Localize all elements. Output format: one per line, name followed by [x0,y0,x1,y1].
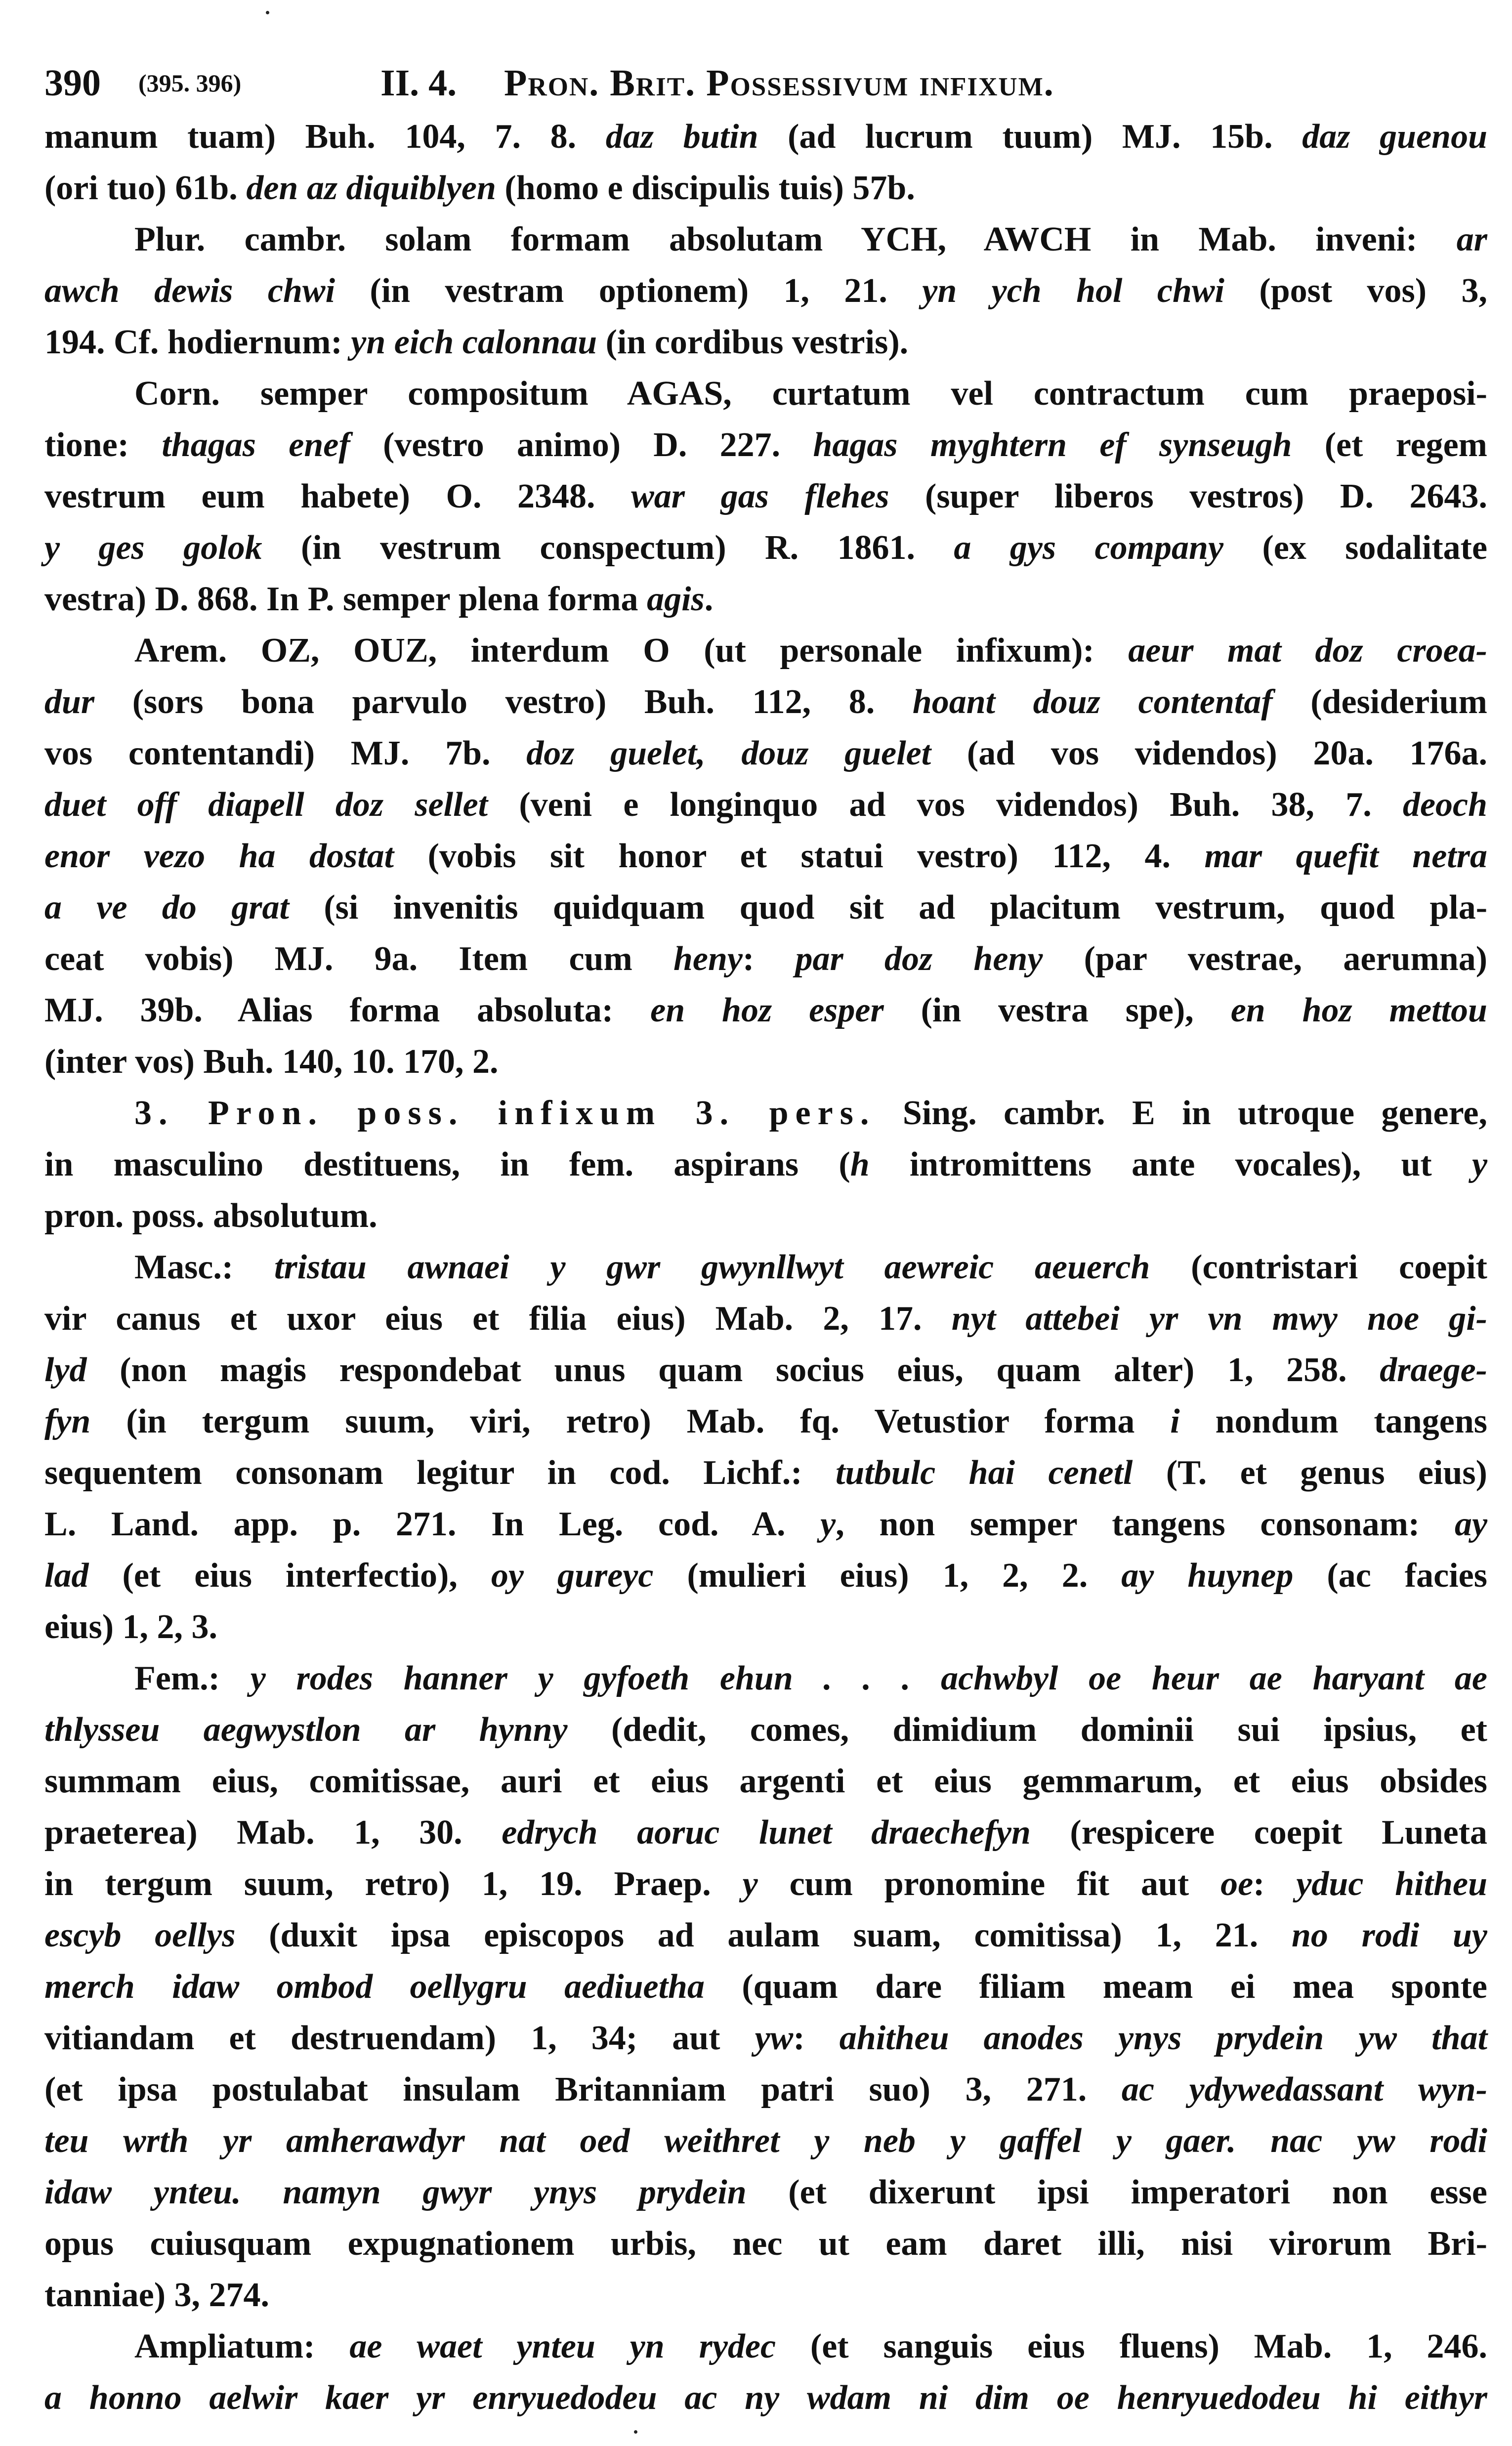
latin-text: (et dixerunt ipsi imperatori non esse [746,2173,1487,2211]
italic-welsh-text: deoch [1402,786,1488,824]
italic-welsh-text: lyd [44,1351,87,1389]
italic-welsh-text: war gas flehes [631,477,889,515]
latin-text: (homo e discipulis tuis) 57b. [496,169,915,207]
italic-welsh-text: hagas myghtern ef synseugh [813,426,1292,464]
italic-welsh-text: nyt attebei yr vn mwy noe gi- [951,1300,1487,1338]
italic-welsh-text: edrych aoruc lunet draechefyn [502,1813,1031,1852]
italic-welsh-text: daz guenou [1302,118,1487,156]
text-line [134,2321,1487,2372]
italic-welsh-text: den az diquiblyen [246,169,496,207]
italic-welsh-text: tristau awnaei y gwr gwynllwyt aewreic aeuerch [274,1248,1150,1286]
italic-welsh-text: oe [1220,1865,1254,1903]
text-line [44,933,1487,985]
scan-speck [266,11,269,14]
italic-welsh-text: dur [44,683,95,721]
latin-text: (et regem [1292,426,1487,464]
running-title: Pron. Brit. Possessivum infixum. [504,62,1054,104]
latin-text: (et ipsa postulabat insulam Britanniam patri suo) 3, 271. [44,2070,1122,2109]
latin-text: opus cuiusquam expugnationem urbis, nec ut eam daret illi, nisi virorum Bri- [44,2225,1487,2263]
latin-text: vos contentandi) MJ. 7b. [44,734,527,772]
latin-text: (vobis sit honor et statui vestro) 112, 4. [394,837,1205,875]
italic-welsh-text: par doz heny [795,940,1043,978]
latin-text: (inter vos) Buh. 140, 10. 170, 2. [44,1043,499,1081]
italic-welsh-text: a ve do grat [44,888,289,927]
latin-text: : [793,2019,840,2057]
latin-text: 194. Cf. hodiernum: [44,323,351,361]
text-line [134,368,1487,420]
italic-welsh-text: no rodi uy [1291,1916,1487,1954]
text-line [44,420,1487,471]
italic-welsh-text: awch dewis chwi [44,272,336,310]
latin-text: (contristari coepit [1150,1248,1487,1286]
text-line [44,1293,1487,1345]
latin-text: in tergum suum, retro) 1, 19. Praep. [44,1865,743,1903]
latin-text: nondum tangens [1179,1402,1488,1440]
latin-text: praeterea) Mab. 1, 30. [44,1813,502,1852]
latin-text: (desiderium [1272,683,1487,721]
italic-welsh-text: lad [44,1557,89,1595]
text-line [134,625,1487,676]
latin-text: (vestro animo) D. 227. [350,426,813,464]
text-line [44,265,1487,317]
text-line [44,2064,1487,2115]
latin-text: (par vestrae, aerumna) [1043,940,1488,978]
latin-text: . [704,580,714,618]
latin-text: (non magis respondebat unus quam socius eius, quam alter) 1, 258. [86,1351,1380,1389]
latin-text: sequentem consonam legitur in cod. Lichf.: [44,1454,836,1492]
latin-text: L. Land. app. p. 271. In Leg. cod. A. [44,1505,821,1543]
italic-welsh-text: agis [647,580,705,618]
italic-welsh-text: yw [755,2019,794,2057]
latin-text: (in vestra spe), [883,991,1231,1029]
italic-welsh-text: a gys company [954,529,1224,567]
text-line [44,831,1487,882]
latin-text: eius) 1, 2, 3. [44,1608,217,1646]
text-line [44,882,1487,933]
latin-text: (in vestram optionem) 1, 21. [335,272,923,310]
text-line [44,985,1487,1036]
text-line [44,1447,1487,1499]
latin-text: vestra) D. 868. In P. semper plena forma [44,580,647,618]
page-number: 390 [44,62,101,104]
italic-welsh-text: yn eich calonnau [351,323,597,361]
latin-text: : [742,940,796,978]
italic-welsh-text: daz butin [605,118,758,156]
text-line [44,2218,1487,2270]
italic-welsh-text: ac ydywedassant wyn- [1121,2070,1488,2109]
latin-text: vir canus et uxor eius et filia eius) Mab. 2, 17. [44,1300,952,1338]
latin-text: (in cordibus vestris). [597,323,909,361]
text-line [134,1653,1487,1704]
latin-text: summam eius, comitissae, auri et eius argenti et eius gemmarum, et eius obsides [44,1762,1487,1800]
italic-welsh-text: i [1170,1402,1180,1440]
latin-text: (ad lucrum tuum) MJ. 15b. [758,118,1302,156]
latin-text: (in tergum suum, viri, retro) Mab. fq. Vetustior forma [90,1402,1171,1440]
text-line [44,163,1487,214]
text-line [44,1704,1487,1756]
latin-text: (veni e longinquo ad vos videndos) Buh. 38, 7. [488,786,1403,824]
latin-text: (respicere coepit Luneta [1030,1813,1488,1852]
italic-welsh-text: duet off diapell doz sellet [44,786,488,824]
latin-text: Sing. cambr. E in utroque genere, [876,1094,1487,1132]
latin-text: tanniae) 3, 274. [44,2276,269,2314]
italic-welsh-text: thlysseu aegwystlon ar hynny [44,1711,568,1749]
italic-welsh-text: idaw ynteu. namyn gwyr ynys prydein [44,2173,747,2211]
text-line [44,1190,1487,1242]
italic-welsh-text: en hoz esper [650,991,884,1029]
latin-text: Fem.: [134,1659,251,1697]
text-line [134,1088,1487,1139]
latin-text: Masc.: [134,1248,274,1286]
text-line [44,1396,1487,1447]
latin-text: (ad vos videndos) 20a. 176a. [931,734,1488,772]
italic-welsh-text: oy gureyc [491,1557,654,1595]
latin-text: vestrum eum habete) O. 2348. [44,477,631,515]
text-line [44,779,1487,831]
italic-welsh-text: yn ych hol chwi [922,272,1225,310]
italic-welsh-text: heny [673,940,743,978]
text-line [44,2115,1487,2167]
text-line [44,1499,1487,1550]
italic-welsh-text: a honno aelwir kaer yr enryuedodeu ac ny wdam ni dim oe henryuedodeu hi eithyr [44,2379,1487,2417]
latin-text: in masculino destituens, in fem. aspirans ( [44,1145,850,1183]
italic-welsh-text: escyb oellys [44,1916,236,1954]
scan-speck [634,2430,637,2434]
section-reference: (395. 396) [138,69,242,97]
latin-text: : [1253,1865,1297,1903]
italic-welsh-text: y [820,1505,836,1543]
spaced-heading-text: 3. Pron. poss. infixum 3. pers. [134,1094,876,1132]
italic-welsh-text: ahitheu anodes ynys prydein yw that [839,2019,1488,2057]
latin-text: Corn. semper compositum AGAS, curtatum vel contractum cum praeposi- [134,375,1487,413]
italic-welsh-text: hoant douz contentaf [912,683,1273,721]
latin-text: cum pronomine fit aut [757,1865,1221,1903]
latin-text: intromittens ante vocales), ut [869,1145,1472,1183]
latin-text: (quam dare filiam meam ei mea sponte [704,1968,1487,2006]
italic-welsh-text: thagas enef [162,426,350,464]
text-line [134,1242,1487,1293]
text-line [44,1858,1487,1910]
text-line [44,1550,1487,1602]
text-line [44,2372,1487,2424]
italic-welsh-text: yduc hitheu [1296,1865,1487,1903]
latin-text: (ori tuo) 61b. [44,169,247,207]
italic-welsh-text: y ges golok [44,529,262,567]
latin-text: (et sanguis eius fluens) Mab. 1, 246. [776,2327,1487,2365]
latin-text: (si invenitis quidquam quod sit ad placitum vestrum, quod pla- [289,888,1488,927]
latin-text: (ac facies [1293,1557,1487,1595]
italic-welsh-text: merch idaw ombod oellygru aediuetha [44,1968,705,2006]
latin-text: Plur. cambr. solam formam absolutam YCH, AWCH in Mab. inveni: [134,220,1457,258]
latin-text: (super liberos vestros) D. 2643. [889,477,1487,515]
latin-text: vitiandam et destruendam) 1, 34; aut [44,2019,755,2057]
latin-text: Arem. OZ, OUZ, interdum O (ut personale infixum): [134,632,1129,670]
latin-text: tione: [44,426,162,464]
text-line [44,1961,1487,2013]
text-line [44,2167,1487,2218]
latin-text: (et eius interfectio), [88,1557,491,1595]
text-line [44,1910,1487,1961]
latin-text: MJ. 39b. Alias forma absoluta: [44,991,651,1029]
latin-text: manum tuam) Buh. 104, 7. 8. [44,118,606,156]
latin-text: (sors bona parvulo vestro) Buh. 112, 8. [94,683,913,721]
latin-text: (duxit ipsa episcopos ad aulam suam, comitissa) 1, 21. [235,1916,1292,1954]
italic-welsh-text: y rodes hanner y gyfoeth ehun . . . achwbyl oe heur ae haryant ae [250,1659,1487,1697]
text-line [44,522,1487,574]
italic-welsh-text: tutbulc hai cenetl [835,1454,1133,1492]
latin-text: (post vos) 3, [1224,272,1487,310]
latin-text: Ampliatum: [134,2327,350,2365]
latin-text: , non semper tangens consonam: [836,1505,1455,1543]
italic-welsh-text: ay huynep [1121,1557,1294,1595]
italic-welsh-text: y [1471,1145,1488,1183]
text-line [44,574,1487,625]
italic-welsh-text: teu wrth yr amherawdyr nat oed weithret y neb y gaffel y gaer. nac yw rodi [44,2122,1487,2160]
text-line [44,317,1487,368]
italic-welsh-text: y [742,1865,758,1903]
text-line [44,2270,1487,2321]
text-line [44,1807,1487,1858]
latin-text: ceat vobis) MJ. 9a. Item cum [44,940,673,978]
section-number: II. 4. [380,62,457,104]
italic-welsh-text: mar quefit netra [1204,837,1487,875]
text-line [134,214,1487,265]
text-line [44,1602,1487,1653]
italic-welsh-text: ar [1456,220,1487,258]
italic-welsh-text: fyn [44,1402,91,1440]
italic-welsh-text: ae waet ynteu yn rydec [349,2327,776,2365]
italic-welsh-text: aeur mat doz croea- [1128,632,1487,670]
italic-welsh-text: doz guelet, douz guelet [526,734,931,772]
italic-welsh-text: enor vezo ha dostat [44,837,394,875]
latin-text: (ex sodalitate [1223,529,1488,567]
latin-text: pron. poss. absolutum. [44,1197,378,1235]
text-line [44,471,1487,522]
italic-welsh-text: ay [1454,1505,1488,1543]
text-line [44,1139,1487,1190]
text-line [44,2013,1487,2064]
italic-welsh-text: draege- [1380,1351,1487,1389]
italic-welsh-text: h [850,1145,870,1183]
latin-text: (dedit, comes, dimidium dominii sui ipsius, et [567,1711,1487,1749]
text-line [44,1756,1487,1807]
text-line [44,728,1487,779]
latin-text: (in vestrum conspectum) R. 1861. [262,529,954,567]
latin-text: (T. et genus eius) [1133,1454,1487,1492]
text-line [44,676,1487,728]
text-line [44,1345,1487,1396]
text-line [44,111,1487,163]
latin-text: (mulieri eius) 1, 2, 2. [653,1557,1122,1595]
italic-welsh-text: en hoz mettou [1230,991,1487,1029]
text-line [44,1036,1487,1088]
